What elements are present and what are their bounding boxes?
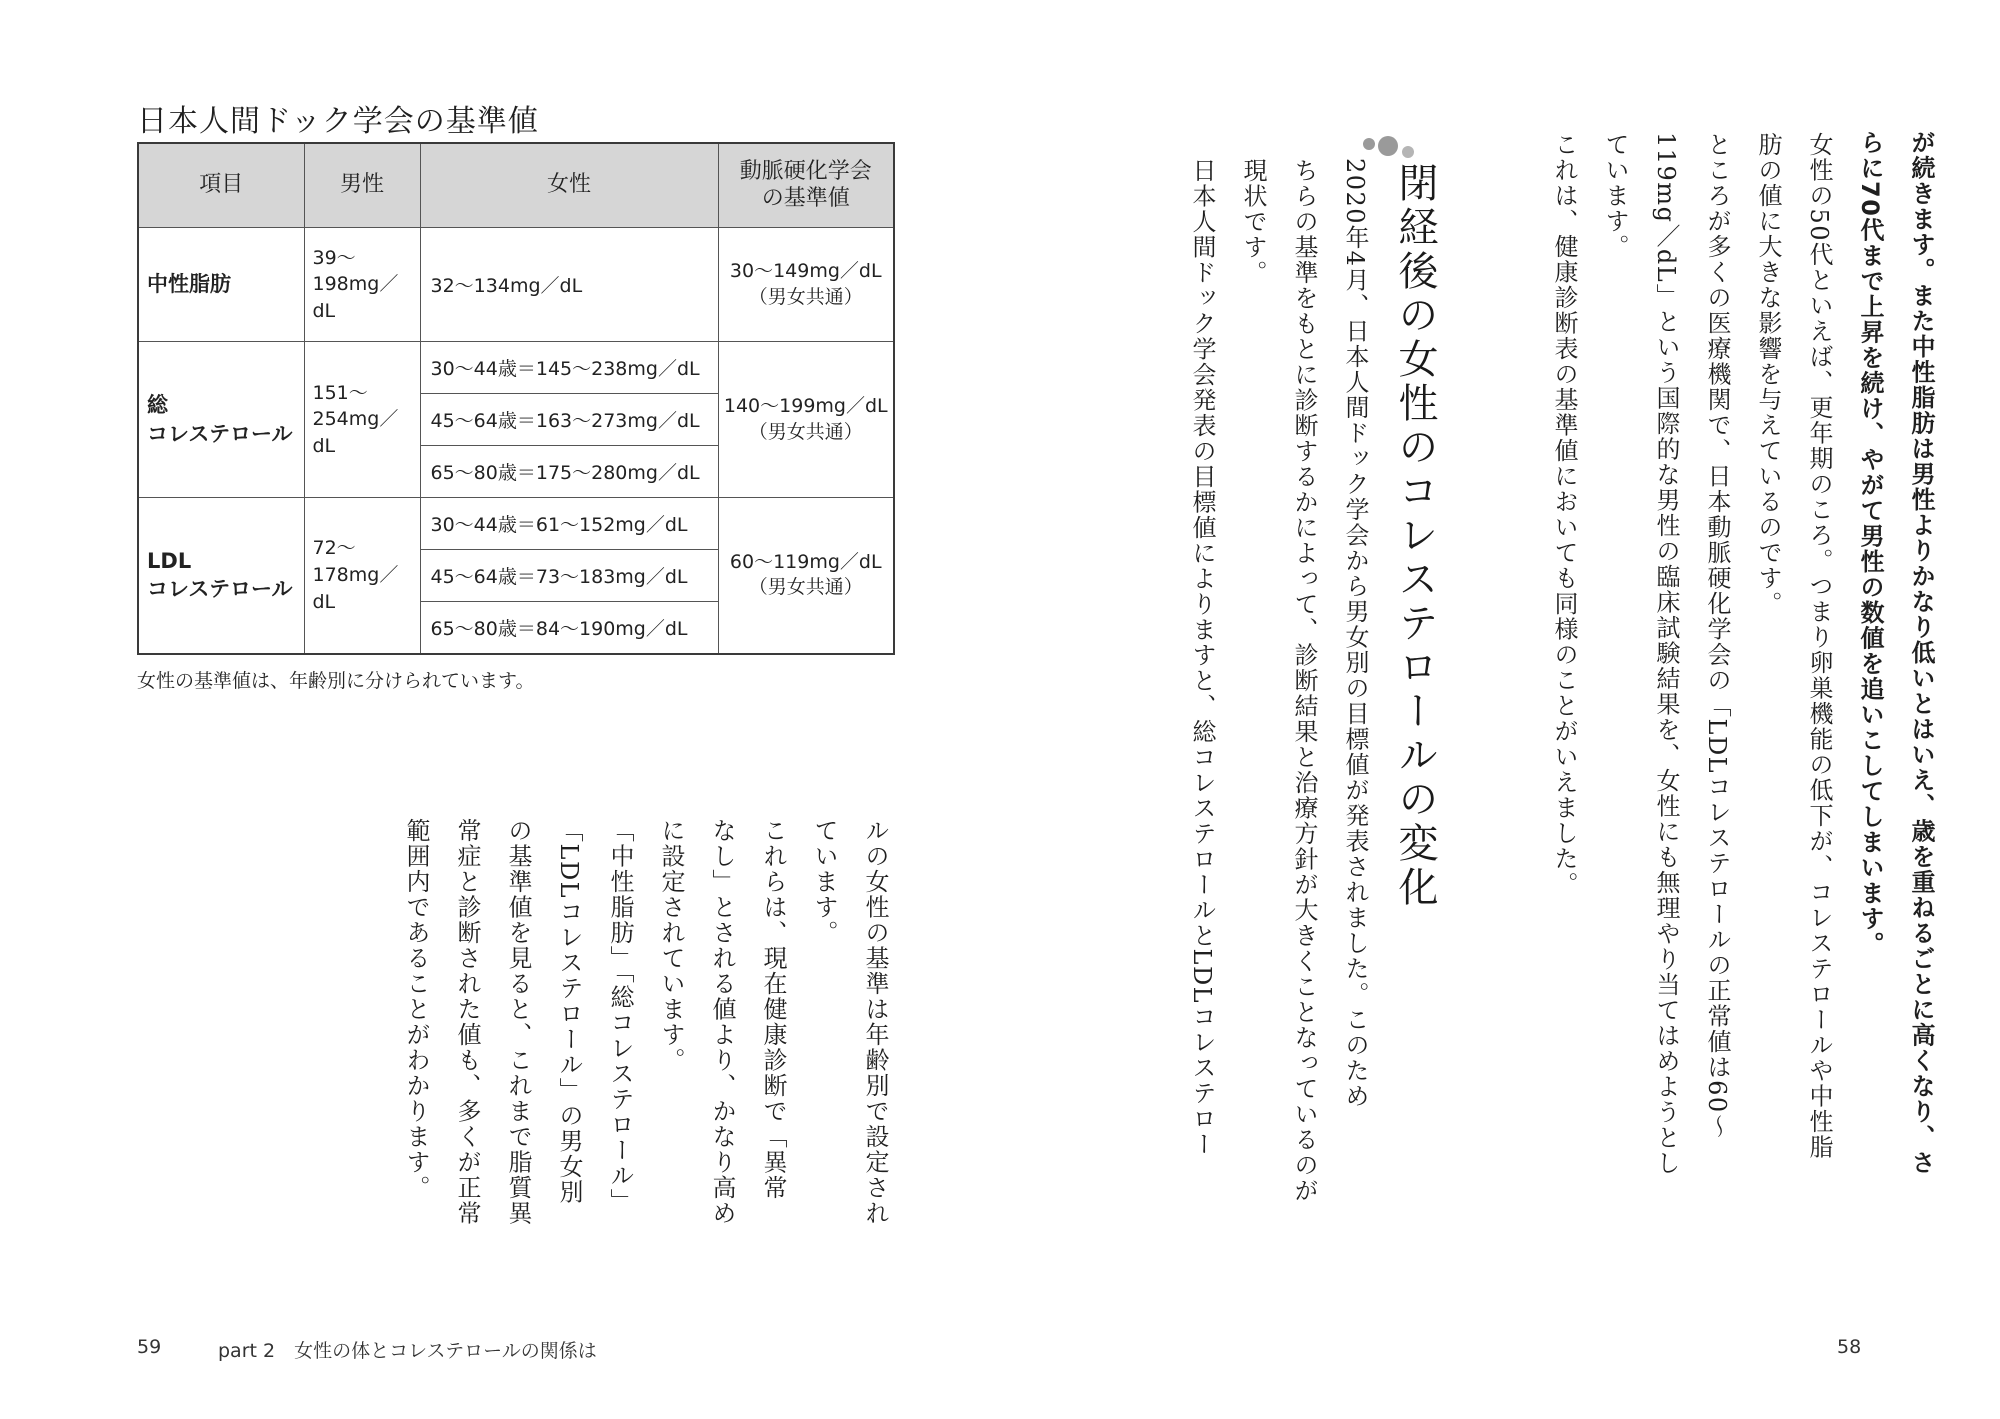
body-line: ところが多くの医療機関で、日本動脈硬化学会の「LDLコレステロールの正常値は60～	[1703, 132, 1731, 1140]
page-number-left: 59	[137, 1336, 162, 1358]
body-line: ています。	[810, 818, 838, 946]
body-line: なし」とされる値より、かなり高め	[708, 818, 736, 1226]
header-ath-society: 動脈硬化学会 の基準値	[718, 143, 894, 228]
table-row	[138, 498, 894, 550]
body-line: 女性の50代といえば、更年期のころ。つまり卵巣機能の低下が、コレステロールや中性脂	[1805, 132, 1833, 1161]
left-body-text	[390, 818, 900, 1278]
header-item: 項目	[138, 143, 304, 228]
page-number-right: 58	[1837, 1336, 1862, 1358]
body-line: これは、健康診断表の基準値においても同様のことがいえました。	[1550, 132, 1578, 897]
running-head: part 2 女性の体とコレステロールの関係は	[218, 1340, 597, 1362]
table-title: 日本人間ドック学会の基準値	[137, 104, 539, 139]
female-value-ldl-45-64: 45～64歳＝73～183mg／dL	[420, 550, 718, 602]
body-line: 常症と診断された値も、多くが正常	[453, 818, 481, 1226]
female-value-tc-45-64: 45～64歳＝163～273mg／dL	[420, 394, 718, 446]
row-label-ldl-cholesterol: LDL コレステロール	[138, 498, 304, 654]
bold-paragraph	[1844, 130, 1946, 1280]
table-caption: 女性の基準値は、年齢別に分けられています。	[137, 670, 535, 692]
ath-value-total-cholesterol: 140～199mg／dL （男女共通）	[718, 342, 894, 498]
body-line: 「LDLコレステロール」の男女別	[555, 818, 583, 1206]
table-row	[138, 342, 894, 394]
body-line: が続きます。また中性脂肪は男性よりかなり低いとはいえ、歳を重ねるごとに高くなり、さ	[1907, 130, 1935, 1176]
female-value-tc-30-44: 30～44歳＝145～238mg／dL	[420, 342, 718, 394]
body-line: 119mg／dL」という国際的な男性の臨床試験結果を、女性にも無理やり当てはめようとし	[1652, 132, 1680, 1176]
body-line: 「中性脂肪」「総コレステロール」	[606, 818, 634, 1214]
body-line: 範囲内であることがわかります。	[402, 818, 430, 1201]
table-row-triglyceride	[138, 228, 894, 342]
body-line: ています。	[1601, 132, 1629, 260]
paragraph-menopause	[1538, 132, 1844, 1282]
body-line: ちらの基準をもとに診断するかによって、診断結果と治療方針が大きくことなっているのが	[1290, 158, 1318, 1204]
female-value-ldl-65-80: 65～80歳＝84～190mg／dL	[420, 602, 718, 654]
male-value-ldl: 72～ 178mg／dL	[304, 498, 420, 654]
body-line: 肪の値に大きな影響を与えているのです。	[1754, 132, 1782, 617]
reference-values-table	[137, 142, 895, 655]
section-heading: 閉経後の女性のコレステロールの変化	[1392, 162, 1438, 910]
table-header-row	[138, 143, 894, 228]
female-value-tc-65-80: 65～80歳＝175～280mg／dL	[420, 446, 718, 498]
header-female: 女性	[420, 143, 718, 228]
body-line: に設定されています。	[657, 818, 685, 1073]
body-line: これらは、現在健康診断で「異常	[759, 818, 787, 1201]
right-page	[1000, 0, 2000, 1419]
ath-value-triglyceride: 30～149mg／dL （男女共通）	[718, 228, 894, 342]
body-line: 日本人間ドック学会発表の目標値によりますと、総コレステロールとLDLコレステロー	[1188, 158, 1216, 1158]
ath-value-ldl: 60～119mg／dL （男女共通）	[718, 498, 894, 654]
row-label-total-cholesterol: 総 コレステロール	[138, 342, 304, 498]
body-line: ルの女性の基準は年齢別で設定され	[861, 818, 889, 1226]
male-value-total-cholesterol: 151～ 254mg／dL	[304, 342, 420, 498]
header-male: 男性	[304, 143, 420, 228]
male-value-triglyceride: 39～ 198mg／dL	[304, 228, 420, 342]
body-line: 2020年4月、日本人間ドック学会から男女別の目標値が発表されました。このため	[1341, 158, 1369, 1109]
female-value-triglyceride: 32～134mg／dL	[420, 228, 718, 342]
row-label-triglyceride: 中性脂肪	[138, 228, 304, 342]
body-line: の基準値を見ると、これまで脂質異	[504, 818, 532, 1226]
body-line: らに70代まで上昇を続け、やがて男性の数値を追いこしてしまいます。	[1856, 130, 1884, 957]
paragraph-2020	[1176, 158, 1380, 1288]
body-line: 現状です。	[1239, 158, 1267, 286]
female-value-ldl-30-44: 30～44歳＝61～152mg／dL	[420, 498, 718, 550]
